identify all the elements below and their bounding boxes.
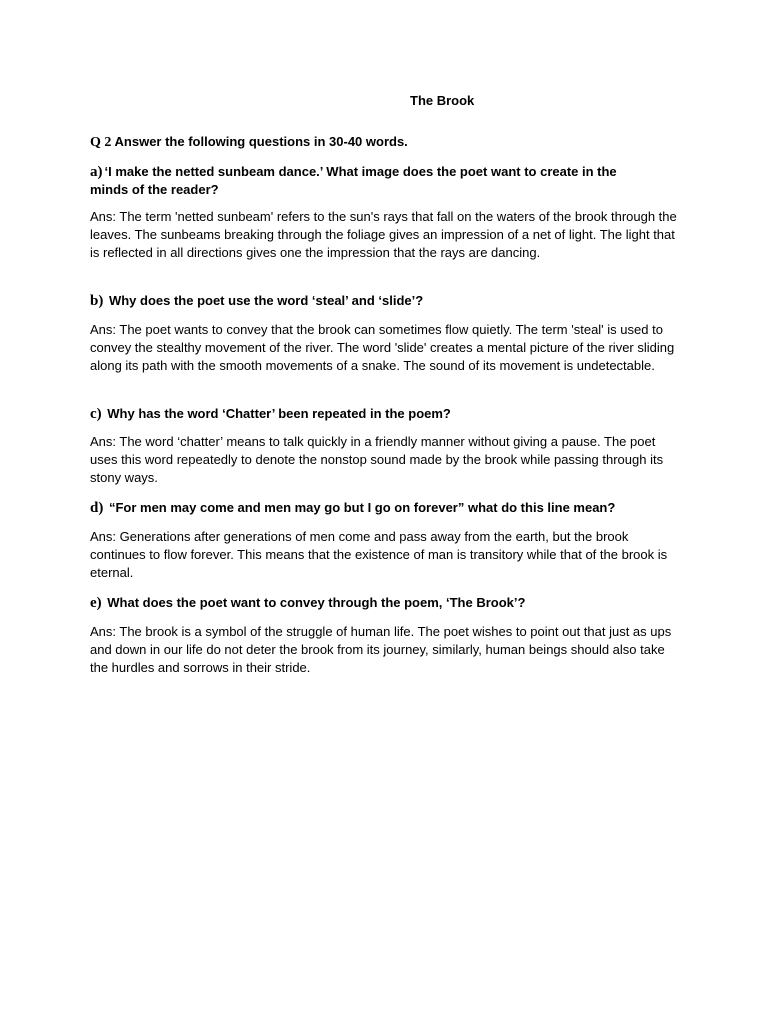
answer-d: Ans: Generations after generations of men come and pass away from the earth, but the brook continues to flow forever. This means that the existence of man is transitory while that of the brook is eternal. [90,529,668,580]
instruction-number: Q 2 [90,135,112,150]
question-marker: e) [90,595,102,611]
answer-a: Ans: The term 'netted sunbeam' refers to the sun's rays that fall on the waters of the brook through the leaves. The sunbeams breaking through the foliage gives an impression of a net of light. The light that is reflected in all directions gives one the impression that the rays are dancing. [90,209,677,260]
question-text: What does the poet want to convey through the poem, ‘The Brook’? [103,595,526,610]
question-text: ‘I make the netted sunbeam dance.’ What image does the poet want to create in the minds of the reader? [90,164,617,197]
question-b [90,292,423,310]
question-text: Why does the poet use the word ‘steal’ and ‘slide’? [105,293,424,308]
question-marker: d) [90,500,104,516]
question-text: Why has the word ‘Chatter’ been repeated in the poem? [103,406,451,421]
question-marker: c) [90,406,102,422]
question-a [90,163,650,199]
question-e [90,594,525,612]
answer-b: Ans: The poet wants to convey that the brook can sometimes flow quietly. The term 'steal' is used to convey the stealthy movement of the river. The word 'slide' creates a mental picture of the river sliding along its path with the smooth movements of a snake. The sound of its movement is undetectable. [90,322,675,373]
question-marker: a) [90,164,103,180]
answer-e: Ans: The brook is a symbol of the struggle of human life. The poet wishes to point out that just as ups and down in our life do not deter the brook from its journey, similarly, human beings should also take the hurdles and sorrows in their stride. [90,624,672,675]
question-d [90,499,615,517]
question-c [90,405,451,423]
instruction-text: Answer the following questions in 30-40 words. [111,134,408,149]
question-text: “For men may come and men may go but I go on forever” what do this line mean? [105,500,616,515]
answer-c: Ans: The word ‘chatter’ means to talk quickly in a friendly manner without giving a pause. The poet uses this word repeatedly to denote the nonstop sound made by the brook while passing through its stony ways. [90,434,664,485]
question-marker: b) [90,293,104,309]
instruction-line [90,134,408,151]
document-title: The Brook [410,93,475,108]
